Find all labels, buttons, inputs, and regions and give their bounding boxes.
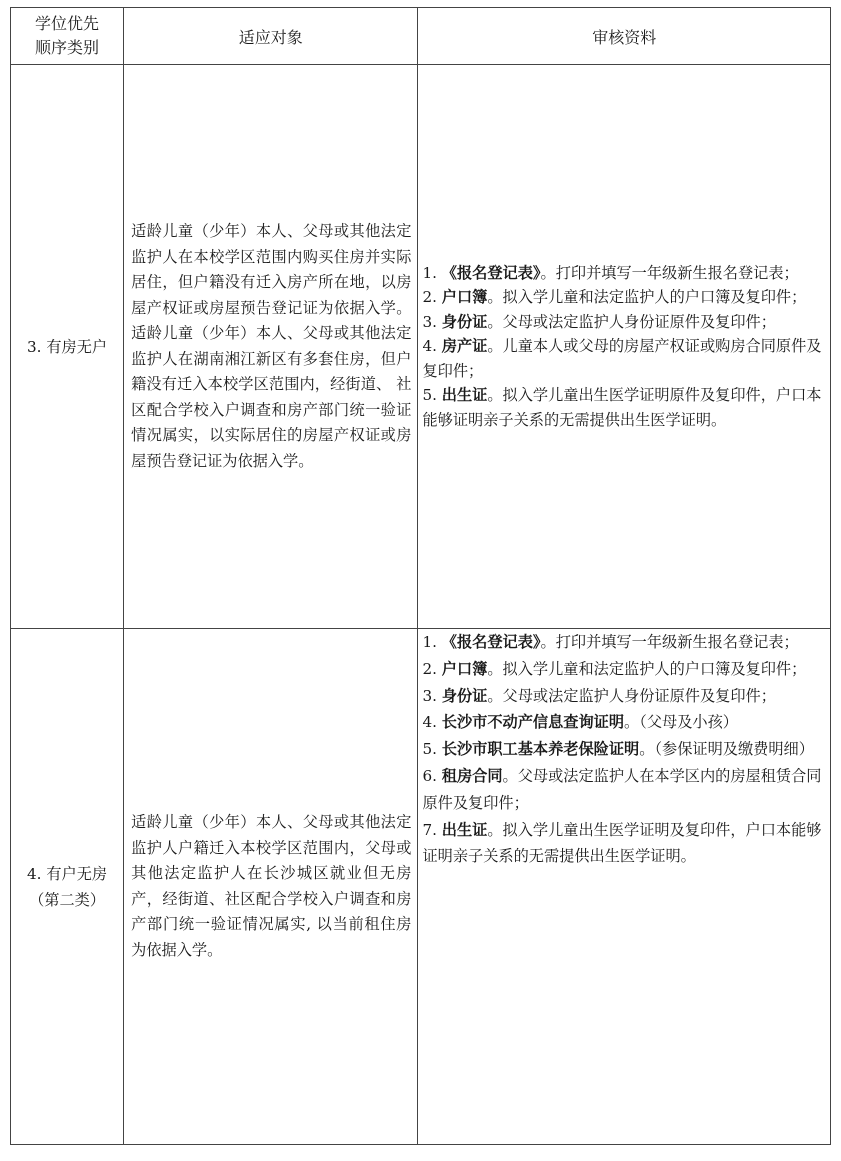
category-sublabel: （第二类） bbox=[29, 890, 106, 909]
documents-cell bbox=[418, 65, 831, 629]
table-row bbox=[11, 65, 831, 629]
category-label: 3. 有房无户 bbox=[27, 337, 108, 356]
enrollment-priority-table bbox=[10, 7, 831, 1145]
category-cell bbox=[11, 629, 124, 1145]
header-category-line1: 学位优先 bbox=[35, 14, 100, 33]
header-target: 适应对象 bbox=[124, 8, 418, 65]
document-item: 2. 户口簿。拟入学儿童和法定监护人的户口簿及复印件； bbox=[422, 288, 807, 307]
document-item: 7. 出生证。拟入学儿童出生医学证明及复印件，户口本能够证明亲子关系的无需提供出生医学证明。 bbox=[422, 820, 822, 866]
document-item: 1. 《报名登记表》。打印并填写一年级新生报名登记表； bbox=[422, 264, 799, 283]
document-item: 6. 租房合同。父母或法定监护人在本学区内的房屋租赁合同原件及复印件； bbox=[422, 766, 822, 812]
documents-cell bbox=[418, 629, 831, 1145]
header-category bbox=[11, 8, 124, 65]
document-item: 3. 身份证。父母或法定监护人身份证原件及复印件； bbox=[422, 686, 776, 705]
document-item: 5. 长沙市职工基本养老保险证明。（参保证明及缴费明细） bbox=[422, 740, 814, 759]
table-header-row bbox=[11, 8, 831, 65]
document-item: 4. 房产证。儿童本人或父母的房屋产权证或购房合同原件及复印件； bbox=[422, 337, 822, 380]
document-item: 1. 《报名登记表》。打印并填写一年级新生报名登记表； bbox=[422, 633, 799, 651]
table-row bbox=[11, 629, 831, 1145]
document-item: 2. 户口簿。拟入学儿童和法定监护人的户口簿及复印件； bbox=[422, 659, 807, 678]
target-cell: 适龄儿童（少年）本人、父母或其他法定监护人在本校学区范围内购买住房并实际居住，但户籍没有迁入房产所在地，以房屋产权证或房屋预告登记证为依据入学。适龄儿童（少年）本人、父母或其他法定监护人在湖南湘江新区有多套住房，但户籍没有迁入本校学区范围内，经街道、 社区配合学校入户调查和房产部门统一验证情况属实，以实际居住的房屋产权证或房屋预告登记证为依据入学。 bbox=[124, 65, 418, 629]
category-cell bbox=[11, 65, 124, 629]
target-cell: 适龄儿童（少年）本人、父母或其他法定监护人户籍迁入本校学区范围内，父母或其他法定监护人在长沙城区就业但无房产，经街道、社区配合学校入户调查和房产部门统一验证情况属实, 以当前租住房为依据入学。 bbox=[124, 629, 418, 1145]
document-item: 5. 出生证。拟入学儿童出生医学证明原件及复印件，户口本能够证明亲子关系的无需提供出生医学证明。 bbox=[422, 386, 822, 429]
document-item: 3. 身份证。父母或法定监护人身份证原件及复印件； bbox=[422, 312, 776, 331]
header-documents: 审核资料 bbox=[418, 8, 831, 65]
document-item: 4. 长沙市不动产信息查询证明。（父母及小孩） bbox=[422, 713, 738, 732]
category-label: 4. 有户无房 bbox=[27, 864, 108, 883]
header-category-line2: 顺序类别 bbox=[35, 38, 100, 57]
